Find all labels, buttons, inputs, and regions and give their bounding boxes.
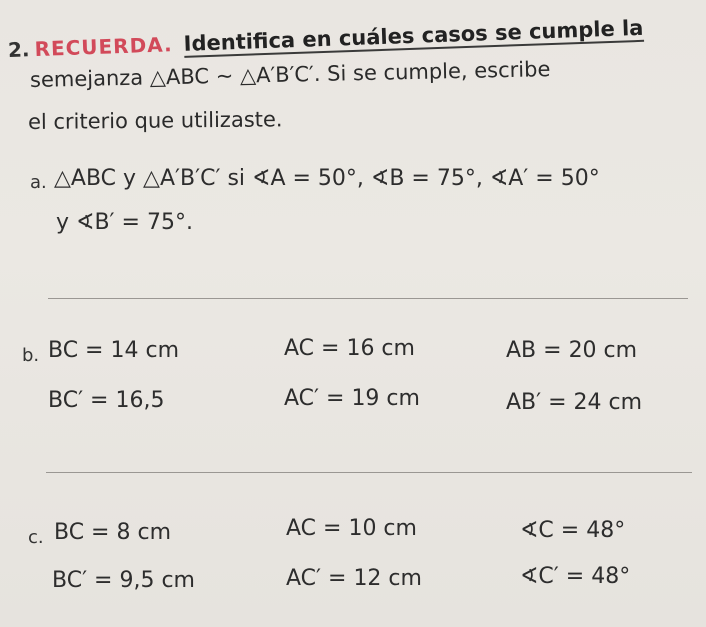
item-b-ac-prime: AC′ = 19 cm <box>284 386 420 411</box>
exercise-title: Identifica en cuáles casos se cumple la <box>183 15 644 56</box>
exercise-tag: RECUERDA. <box>34 32 174 62</box>
item-b-ac: AC = 16 cm <box>284 336 415 361</box>
answer-line-a <box>48 298 688 299</box>
item-a-line-1: △ABC y △A′B′C′ si ∢A = 50°, ∢B = 75°, ∢A′ = 50° <box>54 166 600 191</box>
item-b-bc: BC = 14 cm <box>48 338 180 363</box>
item-b-label: b. <box>22 345 40 366</box>
item-c-ac: AC = 10 cm <box>286 516 417 541</box>
item-a-label: a. <box>30 172 47 193</box>
item-b-bc-prime: BC′ = 16,5 <box>48 388 165 413</box>
item-b-ab-prime: AB′ = 24 cm <box>506 390 643 415</box>
item-c-bc-prime: BC′ = 9,5 cm <box>52 568 195 593</box>
exercise-line-3: el criterio que utilizaste. <box>27 107 283 134</box>
answer-line-b <box>46 472 692 473</box>
item-c-ac-prime: AC′ = 12 cm <box>286 566 422 591</box>
exercise-number: 2. <box>7 37 30 62</box>
item-c-label: c. <box>28 527 44 548</box>
exercise-header <box>8 16 644 62</box>
exercise-line-2: semejanza △ABC ∼ △A′B′C′. Si se cumple, escribe <box>29 57 551 92</box>
item-c-angle-c-prime: ∢C′ = 48° <box>520 564 631 589</box>
item-c-bc: BC = 8 cm <box>54 520 172 545</box>
item-a-line-2: y ∢B′ = 75°. <box>56 210 193 235</box>
item-c-angle-c: ∢C = 48° <box>520 518 626 543</box>
item-b-ab: AB = 20 cm <box>506 338 638 363</box>
